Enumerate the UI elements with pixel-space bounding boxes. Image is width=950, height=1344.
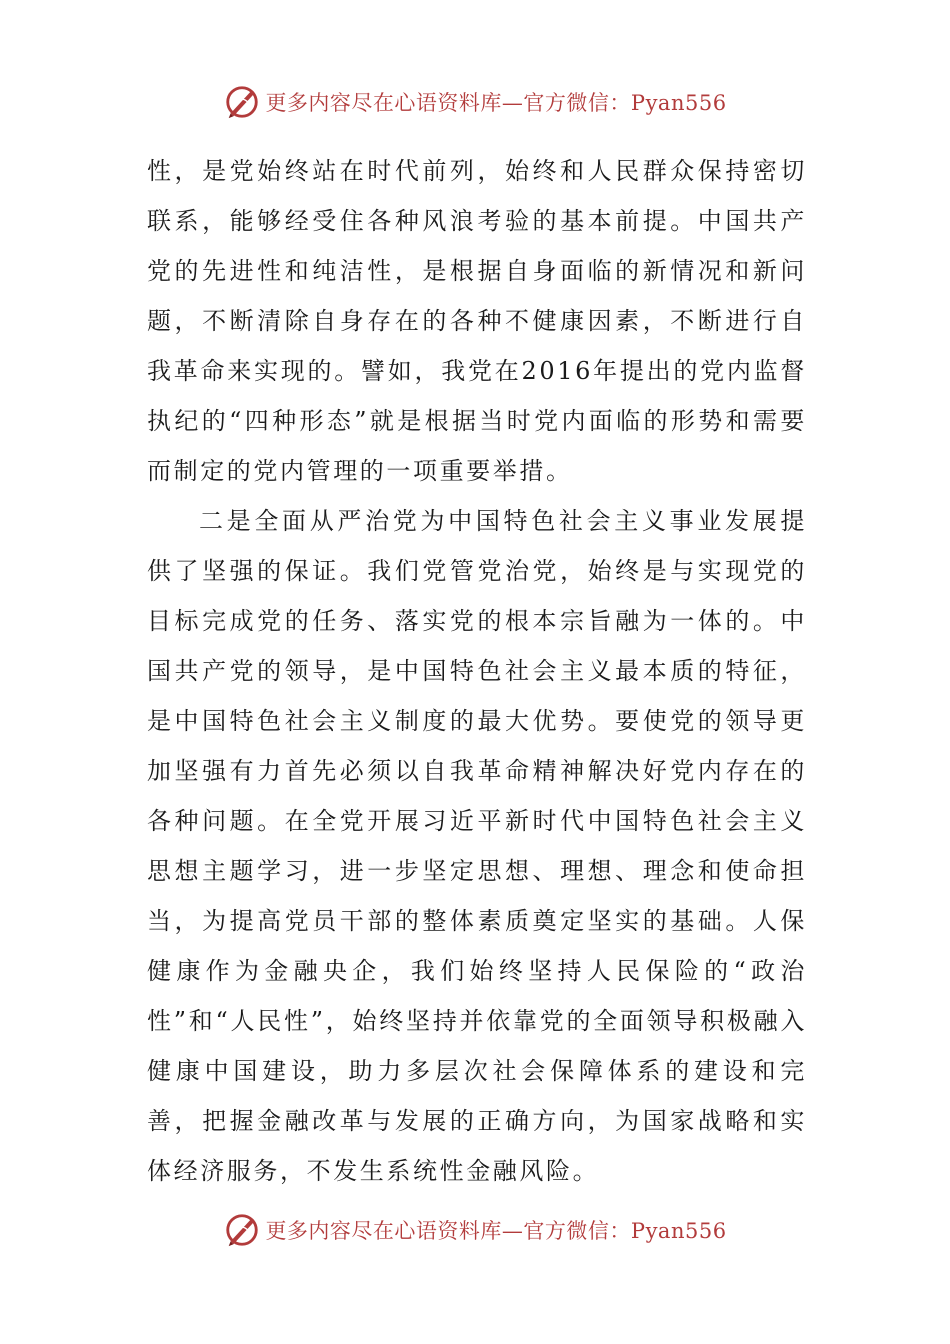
pen-logo-icon	[223, 1211, 261, 1249]
footer-banner-text: 更多内容尽在心语资料库—官方微信：Pyan556	[265, 1219, 727, 1243]
pen-logo-icon	[223, 83, 261, 121]
paragraph-continued: 性，是党始终站在时代前列，始终和人民群众保持密切联系，能够经受住各种风浪考验的基本前提。中国共产党的先进性和纯洁性，是根据自身面临的新情况和新问题，不断清除自身存在的各种不健康因素，不断进行自我革命来实现的。譬如，我党在2016年提出的党内监督执纪的“四种形态”就是根据当时党内面临的形势和需要而制定的党内管理的一项重要举措。	[147, 157, 807, 485]
header-banner-text: 更多内容尽在心语资料库—官方微信：Pyan556	[265, 91, 727, 115]
document-body	[147, 146, 807, 1196]
header-banner	[0, 82, 950, 122]
footer-banner	[0, 1210, 950, 1250]
paragraph-second-point: 二是全面从严治党为中国特色社会主义事业发展提供了坚强的保证。我们党管党治党，始终是与实现党的目标完成党的任务、落实党的根本宗旨融为一体的。中国共产党的领导，是中国特色社会主义最本质的特征，是中国特色社会主义制度的最大优势。要使党的领导更加坚强有力首先必须以自我革命精神解决好党内存在的各种问题。在全党开展习近平新时代中国特色社会主义思想主题学习，进一步坚定思想、理想、理念和使命担当，为提高党员干部的整体素质奠定坚实的基础。人保健康作为金融央企，我们始终坚持人民保险的“政治性”和“人民性”，始终坚持并依靠党的全面领导积极融入健康中国建设，助力多层次社会保障体系的建设和完善，把握金融改革与发展的正确方向，为国家战略和实体经济服务，不发生系统性金融风险。	[147, 507, 807, 1185]
